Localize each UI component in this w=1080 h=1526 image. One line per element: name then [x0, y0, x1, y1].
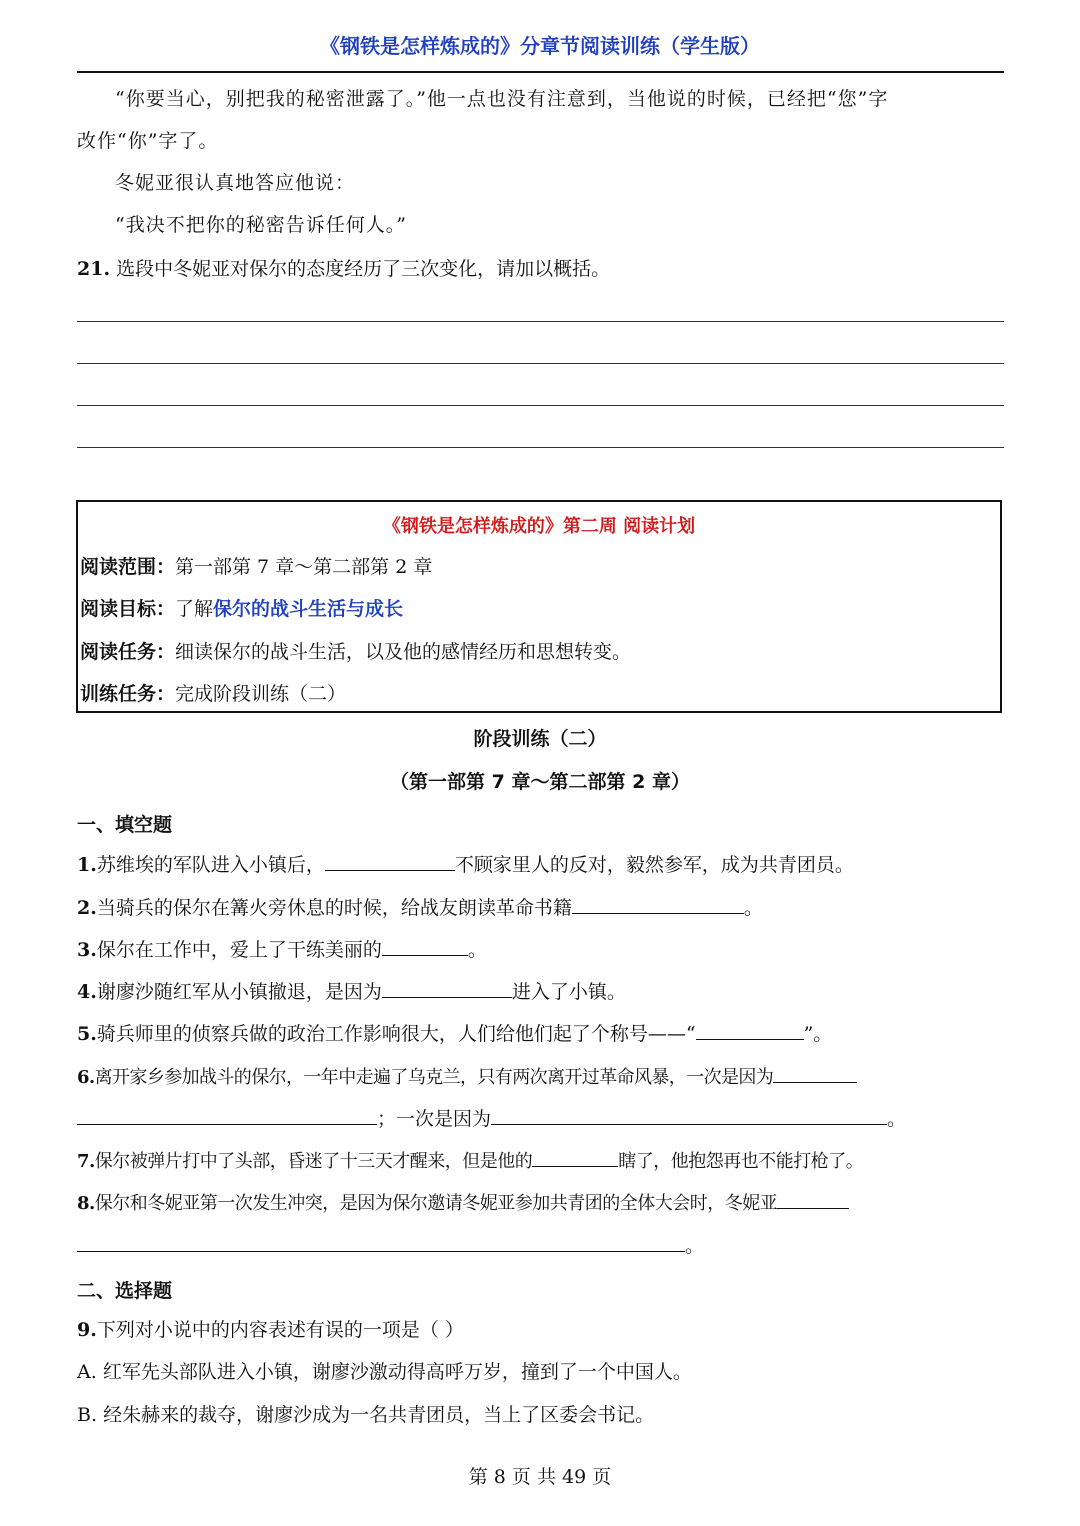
- choice-option-b[interactable]: [77, 1403, 1004, 1427]
- plan-label: 阅读范围：: [80, 556, 176, 578]
- question-text: ”。: [803, 1023, 833, 1045]
- fill-question-8-cont: [77, 1233, 1004, 1258]
- excerpt-paragraph: “我决不把你的秘密告诉任何人。”: [115, 214, 407, 236]
- plan-row-task: [80, 640, 631, 664]
- question-number: 21.: [77, 258, 111, 280]
- plan-value: 细读保尔的战斗生活，以及他的感情经历和思想转变。: [175, 641, 632, 663]
- question-text: 瞎了，他抱怨再也不能打枪了。: [618, 1151, 864, 1172]
- choice-question-9: [77, 1318, 1004, 1342]
- question-text: 不顾家里人的反对，毅然参军，成为共青团员。: [454, 854, 854, 876]
- plan-value: 了解: [175, 598, 214, 620]
- question-number: 6.: [77, 1067, 95, 1088]
- fill-blank[interactable]: [777, 1190, 849, 1209]
- fill-question-6-cont: [77, 1106, 1004, 1131]
- reading-plan-title: 《钢铁是怎样炼成的》第二周 阅读计划: [382, 516, 696, 537]
- fill-question-8: [77, 1190, 1004, 1216]
- plan-highlight: 保尔的战斗生活与成长: [213, 598, 404, 620]
- option-label: A.: [77, 1361, 97, 1383]
- plan-value: 第一部第 7 章～第二部第 2 章: [175, 556, 433, 578]
- fill-blank[interactable]: [382, 979, 512, 998]
- plan-row-training: [80, 682, 346, 706]
- fill-question-3: [77, 937, 1004, 962]
- question-number: 5.: [77, 1023, 97, 1045]
- stage-subtitle: （第一部第 7 章～第二部第 2 章）: [390, 771, 690, 793]
- choice-option-a[interactable]: [77, 1360, 1004, 1384]
- option-text: 红军先头部队进入小镇，谢廖沙激动得高呼万岁，撞到了一个中国人。: [102, 1361, 692, 1383]
- fill-question-7: [77, 1148, 1004, 1174]
- question-text: 骑兵师里的侦察兵做的政治工作影响很大，人们给他们起了个称号——“: [96, 1023, 696, 1045]
- question-21: [77, 257, 1004, 281]
- fill-blank[interactable]: [696, 1021, 804, 1040]
- question-text: ；一次是因为: [377, 1108, 492, 1130]
- question-text: 谢廖沙随红军从小镇撤退，是因为: [96, 981, 382, 1003]
- fill-blank[interactable]: [382, 937, 468, 956]
- plan-label: 阅读任务：: [80, 641, 176, 663]
- excerpt-line: 改作“你”字了。: [77, 130, 219, 152]
- question-text: 。: [887, 1108, 907, 1130]
- excerpt-line: “你要当心，别把我的秘密泄露了。”他一点也没有注意到，当他说的时候，已经把“您”字: [115, 88, 889, 110]
- question-number: 8.: [77, 1193, 95, 1214]
- plan-label: 阅读目标：: [80, 598, 176, 620]
- fill-question-4: [77, 979, 1004, 1004]
- section-heading: 一、填空题: [77, 814, 173, 836]
- fill-blank[interactable]: [773, 1064, 857, 1083]
- question-number: 3.: [77, 939, 97, 961]
- answer-line[interactable]: [77, 447, 1004, 448]
- question-text: 当骑兵的保尔在篝火旁休息的时候，给战友朗读革命书籍: [96, 897, 572, 919]
- question-number: 9.: [77, 1319, 97, 1341]
- excerpt-paragraph: 冬妮亚很认真地答应他说：: [115, 172, 356, 194]
- question-number: 7.: [77, 1151, 95, 1172]
- question-text: 。: [685, 1235, 705, 1257]
- page-header-title: 《钢铁是怎样炼成的》分章节阅读训练（学生版）: [320, 34, 760, 58]
- fill-blank[interactable]: [77, 1106, 377, 1125]
- excerpt-paragraph: [77, 78, 1004, 162]
- option-label: B.: [77, 1404, 98, 1426]
- plan-value: 完成阶段训练（二）: [175, 683, 347, 705]
- option-text: 经朱赫来的裁夺，谢廖沙成为一名共青团员，当上了区委会书记。: [103, 1404, 655, 1426]
- header-divider: [77, 71, 1004, 73]
- question-text: 苏维埃的军队进入小镇后，: [96, 854, 325, 876]
- question-text: 离开家乡参加战斗的保尔，一年中走遍了乌克兰，只有两次离开过革命风暴，一次是因为: [94, 1067, 774, 1088]
- plan-label: 训练任务：: [80, 683, 176, 705]
- page-number: 第 8 页 共 49 页: [468, 1466, 612, 1488]
- question-text: 下列对小说中的内容表述有误的一项是（ ）: [96, 1319, 464, 1341]
- fill-blank[interactable]: [532, 1148, 618, 1167]
- fill-blank[interactable]: [77, 1233, 685, 1252]
- plan-row-goal: [80, 597, 403, 621]
- fill-question-2: [77, 895, 1004, 920]
- answer-line[interactable]: [77, 363, 1004, 364]
- question-text: 保尔在工作中，爱上了干练美丽的: [96, 939, 382, 961]
- question-text: 。: [467, 939, 487, 961]
- fill-question-5: [77, 1021, 1004, 1046]
- fill-question-6: [77, 1064, 1004, 1090]
- question-text: 选段中冬妮亚对保尔的态度经历了三次变化，请加以概括。: [116, 258, 611, 280]
- answer-line[interactable]: [77, 321, 1004, 322]
- fill-blank[interactable]: [572, 895, 744, 914]
- question-number: 1.: [77, 854, 97, 876]
- question-number: 4.: [77, 981, 97, 1003]
- reading-plan-box: [76, 500, 1002, 713]
- plan-row-range: [80, 555, 432, 579]
- question-text: 保尔和冬妮亚第一次发生冲突，是因为保尔邀请冬妮亚参加共青团的全体大会时，冬妮亚: [94, 1193, 778, 1214]
- answer-line[interactable]: [77, 405, 1004, 406]
- fill-blank[interactable]: [491, 1106, 887, 1125]
- section-heading: 二、选择题: [77, 1280, 173, 1302]
- question-text: 。: [743, 897, 763, 919]
- stage-title: 阶段训练（二）: [473, 728, 607, 750]
- fill-blank[interactable]: [325, 852, 455, 871]
- question-number: 2.: [77, 897, 97, 919]
- fill-question-1: [77, 852, 1004, 877]
- question-text: 进入了小镇。: [511, 981, 626, 1003]
- question-text: 保尔被弹片打中了头部，昏迷了十三天才醒来，但是他的: [94, 1151, 533, 1172]
